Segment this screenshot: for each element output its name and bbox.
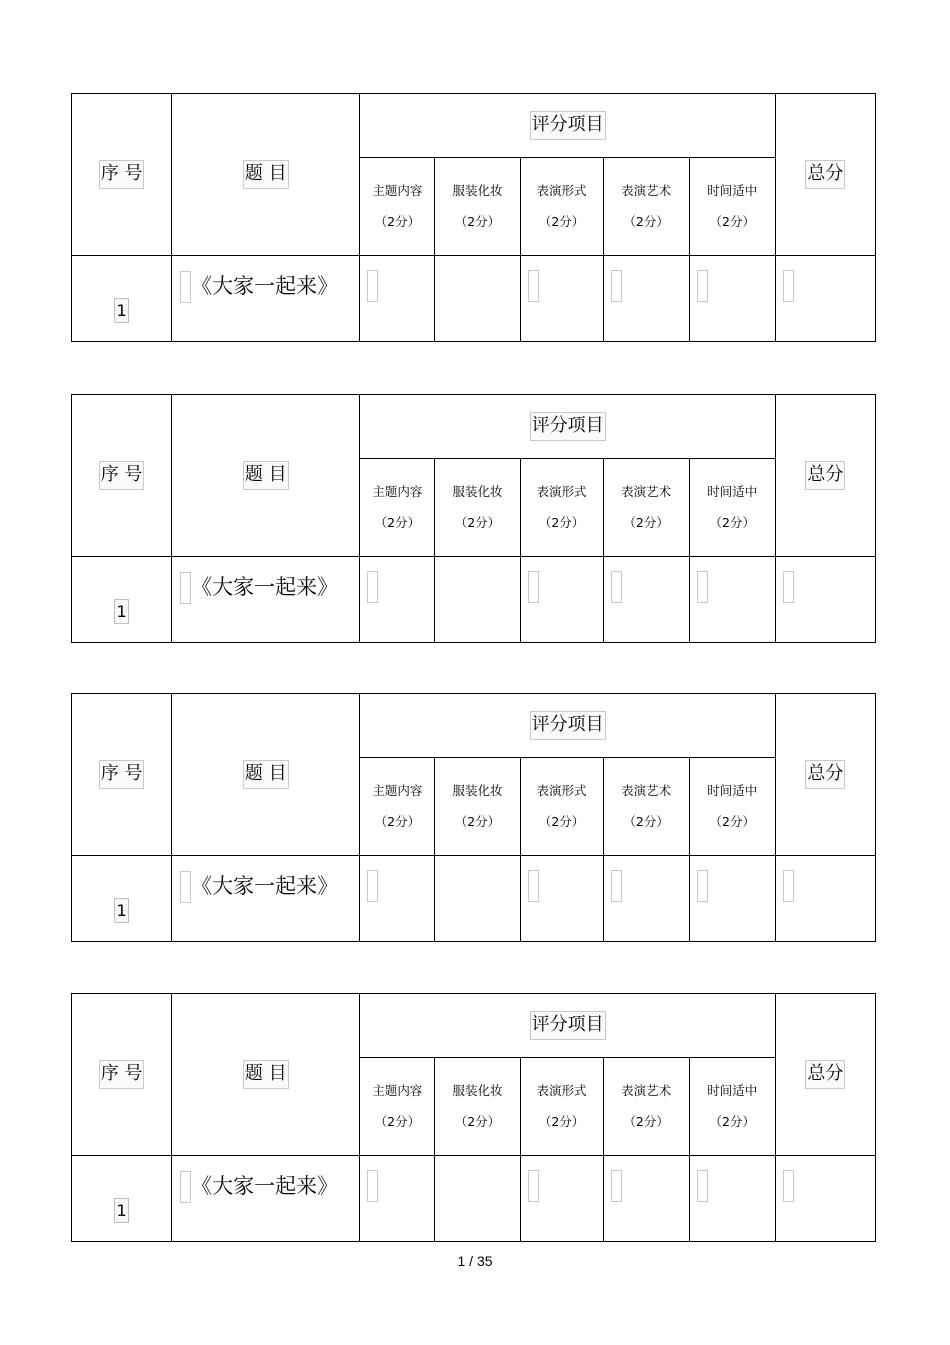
score-cell-form[interactable] — [520, 1155, 603, 1241]
criterion-points: （2分） — [454, 814, 501, 830]
empty-field-marker — [180, 1171, 191, 1203]
criterion-points: （2分） — [709, 515, 755, 531]
total-header-cell — [775, 694, 875, 856]
index-header-cell — [72, 395, 172, 557]
empty-field-marker — [611, 870, 622, 902]
criterion-points: （2分） — [538, 814, 585, 830]
title-header-cell — [172, 694, 360, 856]
criterion-points: （2分） — [454, 214, 501, 230]
criterion-header — [360, 758, 435, 855]
title-header-cell — [172, 94, 360, 256]
empty-field-marker — [528, 270, 539, 302]
empty-field-marker — [528, 1170, 539, 1202]
row-number: 1 — [114, 898, 128, 923]
empty-field-marker — [180, 271, 191, 303]
scoring-items-header: 评分项目 — [530, 711, 606, 740]
empty-field-marker — [611, 571, 622, 603]
scoring-table — [71, 693, 876, 942]
criterion-points: （2分） — [454, 1114, 501, 1130]
score-cell-form[interactable] — [520, 255, 603, 341]
scoring-items-header: 评分项目 — [530, 412, 606, 441]
criterion-header — [689, 459, 775, 556]
index-header: 序 号 — [99, 160, 145, 189]
criterion-name: 主题内容 — [372, 783, 423, 799]
empty-field-marker — [611, 1170, 622, 1202]
row-title: 《大家一起来》 — [191, 273, 339, 298]
total-header: 总分 — [805, 1060, 845, 1089]
total-header-cell — [775, 994, 875, 1156]
title-header: 题 目 — [243, 1060, 289, 1089]
criterion-points: （2分） — [454, 515, 501, 531]
score-cell-total[interactable] — [775, 255, 875, 341]
criterion-header — [603, 459, 689, 556]
criterion-points: （2分） — [709, 1114, 755, 1130]
criterion-name: 表演形式 — [536, 1083, 587, 1099]
empty-field-marker — [367, 1170, 378, 1202]
score-cell-theme[interactable] — [360, 855, 435, 941]
criterion-name: 主题内容 — [372, 1083, 423, 1099]
score-cell-time[interactable] — [689, 1155, 775, 1241]
criterion-name: 表演艺术 — [621, 484, 672, 500]
empty-field-marker — [697, 1170, 708, 1202]
criterion-points: （2分） — [538, 1114, 585, 1130]
empty-field-marker — [367, 270, 378, 302]
criterion-points: （2分） — [709, 214, 755, 230]
criterion-name: 服装化妆 — [452, 183, 503, 199]
criterion-name: 时间适中 — [707, 783, 758, 799]
criterion-points: （2分） — [374, 814, 421, 830]
criterion-header — [520, 459, 603, 556]
criterion-name: 服装化妆 — [452, 484, 503, 500]
title-header-cell — [172, 994, 360, 1156]
score-cell-costume[interactable] — [435, 255, 520, 341]
score-cell-time[interactable] — [689, 556, 775, 642]
empty-field-marker — [697, 571, 708, 603]
score-cell-theme[interactable] — [360, 255, 435, 341]
scoring-items-header-cell — [360, 395, 776, 459]
criterion-header — [360, 158, 435, 255]
criterion-points: （2分） — [538, 515, 585, 531]
total-header: 总分 — [805, 760, 845, 789]
criterion-points: （2分） — [374, 1114, 421, 1130]
criterion-points: （2分） — [623, 214, 669, 230]
criterion-header — [603, 1058, 689, 1155]
criterion-name: 表演艺术 — [621, 783, 672, 799]
row-number-cell — [72, 1155, 172, 1241]
index-header-cell — [72, 994, 172, 1156]
criterion-name: 表演艺术 — [621, 183, 672, 199]
index-header: 序 号 — [99, 1060, 145, 1089]
empty-field-marker — [783, 1170, 794, 1202]
criterion-points: （2分） — [374, 214, 421, 230]
score-cell-art[interactable] — [603, 255, 689, 341]
scoring-items-header-cell — [360, 94, 776, 158]
scoring-items-header-cell — [360, 694, 776, 758]
score-cell-total[interactable] — [775, 1155, 875, 1241]
empty-field-marker — [783, 270, 794, 302]
empty-field-marker — [367, 571, 378, 603]
criterion-header — [520, 1058, 603, 1155]
title-header: 题 目 — [243, 160, 289, 189]
criterion-header — [435, 758, 520, 855]
index-header-cell — [72, 694, 172, 856]
total-header: 总分 — [805, 160, 845, 189]
criterion-name: 主题内容 — [372, 484, 423, 500]
empty-field-marker — [697, 870, 708, 902]
score-cell-total[interactable] — [775, 556, 875, 642]
criterion-header — [689, 758, 775, 855]
criterion-header — [360, 459, 435, 556]
total-header-cell — [775, 395, 875, 557]
score-cell-art[interactable] — [603, 556, 689, 642]
empty-field-marker — [180, 572, 191, 604]
criterion-name: 表演形式 — [536, 183, 587, 199]
criterion-points: （2分） — [538, 214, 585, 230]
criterion-name: 时间适中 — [707, 183, 758, 199]
row-number: 1 — [114, 1198, 128, 1223]
score-cell-theme[interactable] — [360, 1155, 435, 1241]
criterion-points: （2分） — [374, 515, 421, 531]
scoring-items-header: 评分项目 — [530, 1011, 606, 1040]
row-title-cell — [172, 556, 360, 642]
score-cell-time[interactable] — [689, 855, 775, 941]
score-cell-time[interactable] — [689, 255, 775, 341]
row-title-cell — [172, 1155, 360, 1241]
score-cell-costume[interactable] — [435, 855, 520, 941]
empty-field-marker — [367, 870, 378, 902]
row-number-cell — [72, 855, 172, 941]
criterion-name: 主题内容 — [372, 183, 423, 199]
row-title: 《大家一起来》 — [191, 574, 339, 599]
scoring-table — [71, 394, 876, 643]
criterion-header — [689, 158, 775, 255]
criterion-header — [603, 758, 689, 855]
criterion-header — [520, 758, 603, 855]
row-number: 1 — [114, 599, 128, 624]
index-header: 序 号 — [99, 461, 145, 490]
criterion-header — [520, 158, 603, 255]
criterion-header — [435, 459, 520, 556]
criterion-points: （2分） — [623, 515, 669, 531]
row-number-cell — [72, 255, 172, 341]
empty-field-marker — [180, 871, 191, 903]
row-title-cell — [172, 855, 360, 941]
score-cell-form[interactable] — [520, 556, 603, 642]
total-header-cell — [775, 94, 875, 256]
empty-field-marker — [783, 571, 794, 603]
empty-field-marker — [783, 870, 794, 902]
criterion-header — [435, 1058, 520, 1155]
criterion-header — [603, 158, 689, 255]
scoring-items-header-cell — [360, 994, 776, 1058]
criterion-header — [435, 158, 520, 255]
score-cell-theme[interactable] — [360, 556, 435, 642]
criterion-name: 表演形式 — [536, 783, 587, 799]
row-number-cell — [72, 556, 172, 642]
scoring-table — [71, 93, 876, 342]
index-header-cell — [72, 94, 172, 256]
page-number: 1 / 35 — [457, 1253, 493, 1269]
criterion-name: 时间适中 — [707, 1083, 758, 1099]
score-cell-costume[interactable] — [435, 556, 520, 642]
total-header: 总分 — [805, 461, 845, 490]
score-cell-art[interactable] — [603, 855, 689, 941]
index-header: 序 号 — [99, 760, 145, 789]
empty-field-marker — [611, 270, 622, 302]
score-cell-costume[interactable] — [435, 1155, 520, 1241]
criterion-name: 表演艺术 — [621, 1083, 672, 1099]
title-header: 题 目 — [243, 760, 289, 789]
score-cell-form[interactable] — [520, 855, 603, 941]
scoring-items-header: 评分项目 — [530, 111, 606, 140]
row-title: 《大家一起来》 — [191, 873, 339, 898]
empty-field-marker — [528, 870, 539, 902]
empty-field-marker — [697, 270, 708, 302]
score-cell-total[interactable] — [775, 855, 875, 941]
title-header: 题 目 — [243, 461, 289, 490]
criterion-name: 时间适中 — [707, 484, 758, 500]
criterion-header — [360, 1058, 435, 1155]
criterion-points: （2分） — [709, 814, 755, 830]
scoring-table — [71, 993, 876, 1242]
criterion-points: （2分） — [623, 1114, 669, 1130]
criterion-header — [689, 1058, 775, 1155]
score-cell-art[interactable] — [603, 1155, 689, 1241]
row-title: 《大家一起来》 — [191, 1173, 339, 1198]
criterion-name: 服装化妆 — [452, 783, 503, 799]
title-header-cell — [172, 395, 360, 557]
row-number: 1 — [114, 298, 128, 323]
row-title-cell — [172, 255, 360, 341]
empty-field-marker — [528, 571, 539, 603]
criterion-name: 服装化妆 — [452, 1083, 503, 1099]
criterion-name: 表演形式 — [536, 484, 587, 500]
criterion-points: （2分） — [623, 814, 669, 830]
